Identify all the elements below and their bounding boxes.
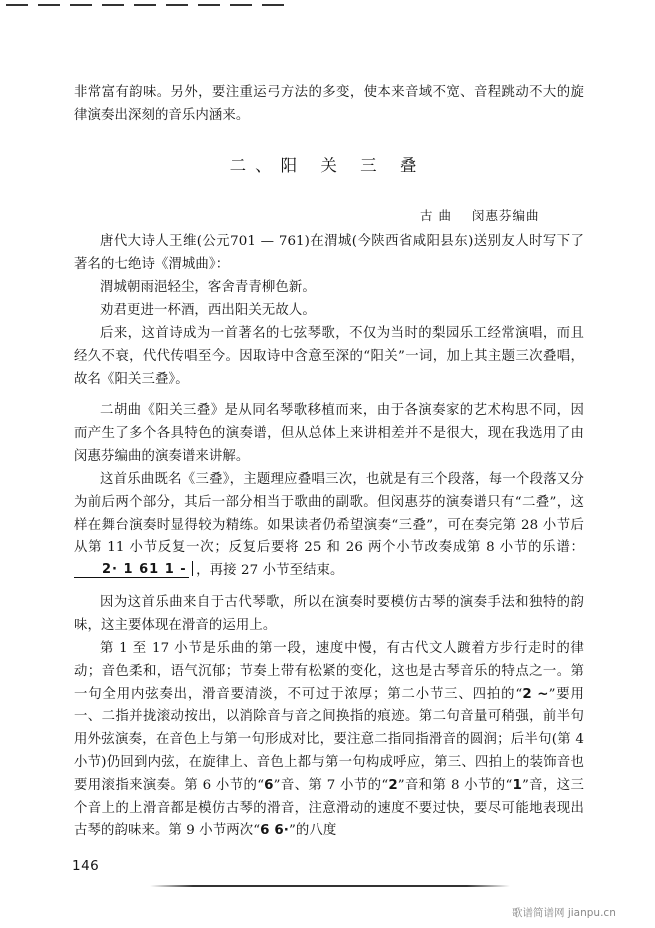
page-number: 146 xyxy=(72,858,100,874)
paragraph-5: 因为这首乐曲来自于古代琴歌，所以在演奏时要模仿古琴的演奏手法和独特的韵味，这主要体现在滑音的运用上。 xyxy=(74,595,584,633)
section-title: 二、阳 关 三 叠 xyxy=(229,156,426,175)
music-notation-bars: 2· 1 61 1 - xyxy=(74,563,189,578)
paragraph-6-text-d: ”音和第 8 小节的“ xyxy=(397,777,513,793)
paragraph-6-text-a: 第 1 至 17 小节是乐曲的第一段，速度中慢，有古代文人踱着方步行走时的律动；音色柔和，语气沉郁；节奏上带有松紧的变化，这也是古琴音乐的特点之一。第一句全用内弦奏出，滑音要清淡，不可过于浓厚；第二小节三、四拍的“ xyxy=(74,641,584,702)
paragraph-6-text-e: ”音，这三个音上的上滑音都是模仿古琴的滑音，注意滑动的速度不要过快，要尽可能地表现出古琴的韵味来。第 9 小节两次“ xyxy=(74,777,584,839)
attribution-origin: 古 曲 xyxy=(420,208,452,223)
paragraph-2: 后来，这首诗成为一首著名的七弦琴歌，不仅为当时的梨园乐工经常演唱，而且经久不衰，代代传唱至今。因取诗中含意至深的“阳关”一词，加上其主题三次叠唱，故名《阳关三叠》。 xyxy=(74,326,584,387)
poem-line-1: 渭城朝雨浥轻尘，客舍青青柳色新。 xyxy=(100,280,316,295)
paragraph-6 xyxy=(74,638,584,843)
paragraph-4 xyxy=(74,469,584,583)
note-2: 2 xyxy=(388,777,398,793)
watermark: 歌谱简谱网 jianpu.cn xyxy=(512,907,616,919)
music-notation-slide: 2 ~ xyxy=(522,686,549,702)
note-6: 6 xyxy=(264,777,274,793)
paragraph-1: 唐代大诗人王维(公元701 — 761)在渭城(今陕西省咸阳县东)送别友人时写下了著名的七绝诗《渭城曲》： xyxy=(74,234,584,272)
poem-line-2: 劝君更进一杯酒，西出阳关无故人。 xyxy=(100,303,316,318)
paragraph-3: 二胡曲《阳关三叠》是从同名琴歌移植而来，由于各演奏家的艺术构思不同，因而产生了多个各具特色的演奏谱，但从总体上来讲相差并不是很大，现在我选用了由闵惠芬编曲的演奏谱来讲解。 xyxy=(74,403,584,464)
attribution xyxy=(420,206,560,224)
barline xyxy=(192,561,194,576)
note-1: 1 xyxy=(512,777,522,793)
music-notation-octave: 6 6· xyxy=(260,823,289,839)
bottom-rule xyxy=(150,885,510,887)
attribution-arranger: 闵惠芬编曲 xyxy=(471,208,540,223)
intro-paragraph: 非常富有韵味。另外，要注重运弓方法的多变，使本来音域不宽、音程跳动不大的旋律演奏出深刻的音乐内涵来。 xyxy=(74,85,584,123)
paragraph-6-text-f: ”的八度 xyxy=(288,823,337,839)
paragraph-6-text-b: ”要用一、二指并拢滚动按出，以消除音与音之间换指的痕迹。第二句音量可稍强，前半句用外弦演奏，在音色上与第一句形成对比，要注意二指同指滑音的圆润；后半句(第 4 小节)仍回到内弦，在旋律上、音色上都与第一句构成呼应，第三、四拍上的装饰音也要用滚指来演奏。第 6 小节的“ xyxy=(74,686,584,793)
paragraph-4-text-a: 这首乐曲既名《三叠》，主题理应叠唱三次，也就是有三个段落，每一个段落又分为前后两个部分，其后一部分相当于歌曲的副歌。但闵惠芬的演奏谱只有“二叠”，这样在舞台演奏时显得较为精练。如果读者仍希望演奏“三叠”，可在奏完第 28 小节后从第 11 小节反复一次；反复后要将 25 和 26 两个小节改奏成第 8 小节的乐谱： xyxy=(74,472,584,556)
paragraph-6-text-c: ”音、第 7 小节的“ xyxy=(273,777,389,793)
paragraph-4-text-b: ，再接 27 小节至结束。 xyxy=(196,563,344,579)
